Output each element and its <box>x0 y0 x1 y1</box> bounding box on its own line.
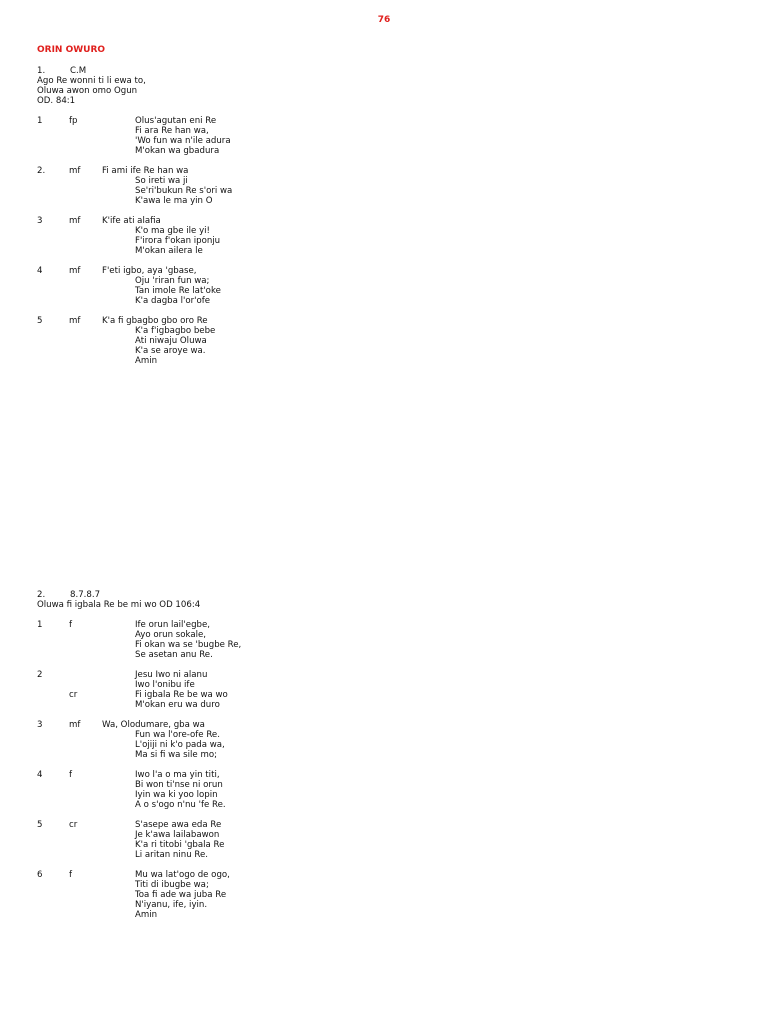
verse <box>37 620 437 660</box>
verse-line: Ayo orun sokale, <box>135 630 207 640</box>
verse-number: 5 <box>37 820 43 830</box>
hymn-number: 1. <box>37 66 46 76</box>
verse <box>37 870 437 920</box>
verse-number: 2 <box>37 670 43 680</box>
hymn-meter: C.M <box>70 66 87 76</box>
verse-number: 4 <box>37 770 43 780</box>
verse-line: K'a fi gbagbo gbo oro Re <box>102 316 208 326</box>
dynamic-marking: mf <box>69 216 81 226</box>
verse-number: 6 <box>37 870 43 880</box>
verse-line: Jesu Iwo ni alanu <box>135 670 208 680</box>
verse-line: Fi ami ife Re han wa <box>102 166 189 176</box>
verse <box>37 266 437 306</box>
verse-line: Ife orun lail'egbe, <box>135 620 211 630</box>
hymn-1 <box>37 66 233 366</box>
verse-number: 3 <box>37 216 43 226</box>
hymn-info-line: Ago Re wonni ti li ewa to, <box>37 76 146 86</box>
verse-line: 'Wo fun wa n'ile adura <box>135 136 231 146</box>
verse-line: Se asetan anu Re. <box>135 650 213 660</box>
verse-line: M'okan ailera le <box>135 246 203 256</box>
hymn-info-line: Oluwa fi igbala Re be mi wo OD 106:4 <box>37 600 201 610</box>
verse-line: K'a f'igbagbo bebe <box>135 326 216 336</box>
dynamic-marking: cr <box>69 690 78 700</box>
verse-line: K'awa le ma yin O <box>135 196 213 206</box>
verse-line: Olus'agutan eni Re <box>135 116 217 126</box>
verse-line: F'irora f'okan iponju <box>135 236 221 246</box>
verse-number: 5 <box>37 316 43 326</box>
verse-line: S'asepe awa eda Re <box>135 820 222 830</box>
dynamic-marking: fp <box>69 116 78 126</box>
verse-line: Oju 'riran fun wa; <box>135 276 210 286</box>
dynamic-marking: mf <box>69 316 81 326</box>
verse-number: 2. <box>37 166 46 176</box>
verse-line: Li aritan ninu Re. <box>135 850 208 860</box>
verse-line: Iyin wa ki yoo lopin <box>135 790 218 800</box>
verse <box>37 116 437 156</box>
hymn-heading <box>37 590 200 600</box>
verse-line: K'ife ati alafia <box>102 216 161 226</box>
dynamic-marking: mf <box>69 166 81 176</box>
verse-number: 1 <box>37 116 43 126</box>
verse <box>37 820 437 860</box>
verse-line: Iwo l'a o ma yin titi, <box>135 770 220 780</box>
verse-line: K'a ri titobi 'gbala Re <box>135 840 225 850</box>
verse-number: 4 <box>37 266 43 276</box>
verse-line: M'okan eru wa duro <box>135 700 220 710</box>
dynamic-marking: f <box>69 620 73 630</box>
dynamic-marking: cr <box>69 820 78 830</box>
hymn-heading <box>37 66 146 76</box>
hymn-number: 2. <box>37 590 46 600</box>
verse-line: Toa fi ade wa juba Re <box>135 890 227 900</box>
verse <box>37 720 437 760</box>
verse <box>37 166 437 206</box>
hymn-info-line: Oluwa awon omo Ogun <box>37 86 138 96</box>
verse <box>37 316 437 366</box>
hymn-meter: 8.7.8.7 <box>70 590 101 600</box>
dynamic-marking: mf <box>69 720 81 730</box>
verse-line: M'okan wa gbadura <box>135 146 220 156</box>
dynamic-marking: f <box>69 770 73 780</box>
verse-line: K'a se aroye wa. <box>135 346 206 356</box>
verse-line: Ati niwaju Oluwa <box>135 336 207 346</box>
hymn-info-line: OD. 84:1 <box>37 96 76 106</box>
verse-line: Fun wa l'ore-ofe Re. <box>135 730 220 740</box>
section-title: ORIN OWURO <box>37 45 106 55</box>
verse-line: F'eti igbo, aya 'gbase, <box>102 266 197 276</box>
page-number: 76 <box>377 15 391 25</box>
verse <box>37 216 437 256</box>
dynamic-marking: mf <box>69 266 81 276</box>
verse <box>37 670 437 710</box>
verse-line: Fi igbala Re be wa wo <box>135 690 228 700</box>
verse-line: K'o ma gbe ile yi! <box>135 226 210 236</box>
verse-line: Fi okan wa se 'bugbe Re, <box>135 640 242 650</box>
verse-line: Ma si fi wa sile mo; <box>135 750 217 760</box>
verse-line: Amin <box>135 910 158 920</box>
verse-line: Tan imole Re lat'oke <box>135 286 221 296</box>
verse-line: Iwo l'onibu ife <box>135 680 195 690</box>
hymn-2 <box>37 590 242 920</box>
verse-line: A o s'ogo n'nu 'fe Re. <box>135 800 226 810</box>
verse-line: Bi won ti'nse ni orun <box>135 780 223 790</box>
verse-line: Titi di ibugbe wa; <box>135 880 209 890</box>
verse-line: Wa, Olodumare, gba wa <box>102 720 205 730</box>
verse-line: N'iyanu, ife, iyin. <box>135 900 208 910</box>
verse-line: Je k'awa lailabawon <box>135 830 220 840</box>
verse-number: 1 <box>37 620 43 630</box>
verse-line: So ireti wa ji <box>135 176 188 186</box>
dynamic-marking: f <box>69 870 73 880</box>
verse-line: Mu wa lat'ogo de ogo, <box>135 870 230 880</box>
verse-line: K'a dagba l'or'ofe <box>135 296 211 306</box>
verse-line: Fi ara Re han wa, <box>135 126 209 136</box>
verse <box>37 770 437 810</box>
verse-line: L'ojiji ni k'o pada wa, <box>135 740 225 750</box>
verse-number: 3 <box>37 720 43 730</box>
verse-line: Se'ri'bukun Re s'ori wa <box>135 186 233 196</box>
verse-line: Amin <box>135 356 158 366</box>
